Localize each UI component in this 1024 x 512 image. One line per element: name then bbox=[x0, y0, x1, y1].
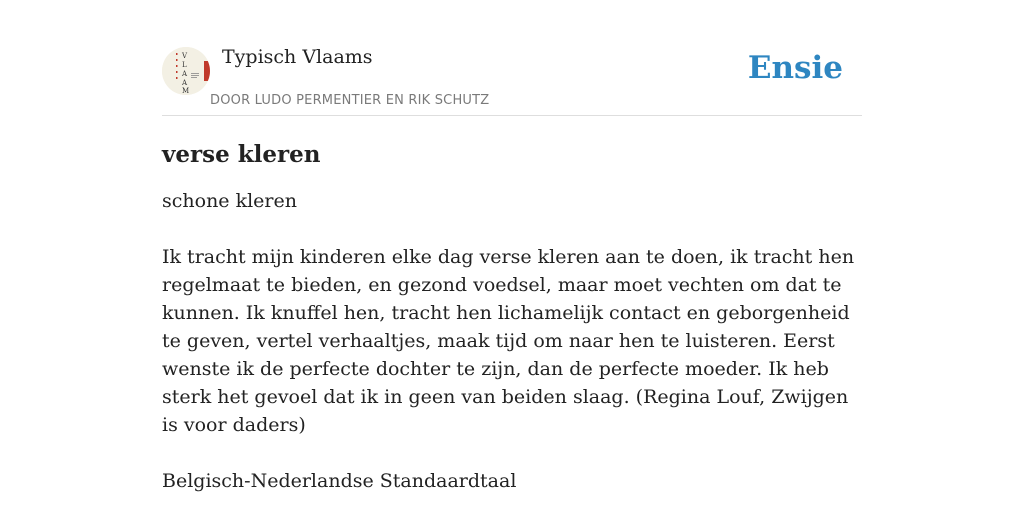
typisch-vlaams-book-logo-icon[interactable] bbox=[162, 47, 210, 95]
svg-text:M: M bbox=[182, 87, 190, 95]
svg-text:A: A bbox=[182, 70, 188, 78]
svg-text:V: V bbox=[182, 52, 188, 60]
entry-definition: schone kleren bbox=[162, 190, 297, 212]
svg-text:L: L bbox=[182, 61, 187, 69]
svg-text:A: A bbox=[182, 79, 188, 87]
dictionary-authors: DOOR LUDO PERMENTIER EN RIK SCHUTZ bbox=[210, 93, 490, 108]
entry-content bbox=[162, 138, 867, 495]
entry-region: Belgisch-Nederlandse Standaardtaal bbox=[162, 470, 517, 492]
dictionary-name[interactable]: Typisch Vlaams bbox=[222, 46, 373, 68]
header bbox=[162, 44, 862, 116]
entry-headword: verse kleren bbox=[162, 141, 321, 168]
ensie-brand-logo[interactable]: Ensie bbox=[747, 50, 843, 86]
entry-example: Ik tracht mijn kinderen elke dag verse kleren aan te doen, ik tracht hen regelmaat te bieden, en gezond voedsel, maar moet vechten om dat te kunnen. Ik knuffel hen, tracht hen lichamelijk contact en geborgenheid te geven, vertel verhaaltjes, maak tijd om naar hen te luisteren. Eerst wenste ik de perfecte dochter te zijn, dan de perfecte moeder. Ik heb sterk het gevoel dat ik in geen van beiden slaag. (Regina Louf, Zwijgen is voor daders) bbox=[162, 246, 855, 436]
